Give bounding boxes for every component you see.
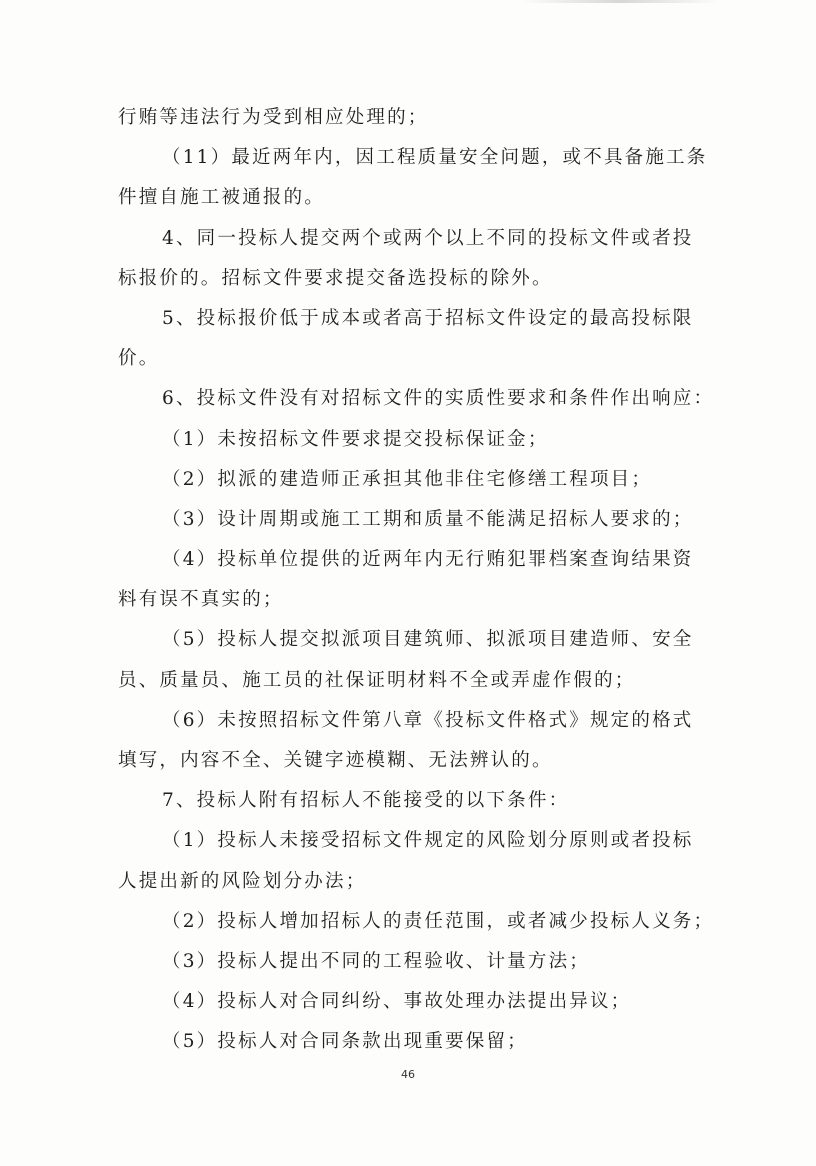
- text-line: （3）投标人提出不同的工程验收、计量方法；: [162, 950, 590, 972]
- text-line: 行贿等违法行为受到相应处理的；: [118, 107, 429, 128]
- text-line: （1）投标人未接受招标文件规定的风险划分原则或者投标: [162, 830, 694, 852]
- text-line: （3）设计周期或施工工期和质量不能满足招标人要求的；: [162, 508, 694, 530]
- text-line: （11）最近两年内，因工程质量安全问题，或不具备施工条: [162, 147, 708, 169]
- text-line: （1）未按招标文件要求提交投标保证金；: [162, 428, 549, 450]
- text-line: 人提出新的风险划分办法；: [118, 870, 367, 892]
- text-line: 7、投标人附有招标人不能接受的以下条件：: [162, 790, 570, 812]
- text-line: 价。: [118, 348, 160, 370]
- text-line: 标报价的。招标文件要求提交备选投标的除外。: [118, 267, 553, 289]
- text-line: （2）拟派的建造师正承担其他非住宅修缮工程项目；: [162, 468, 653, 490]
- scan-artifact: [520, 0, 720, 3]
- text-line: 6、投标文件没有对招标文件的实质性要求和条件作出响应：: [162, 388, 715, 410]
- text-line: 员、质量员、施工员的社保证明材料不全或弄虚作假的；: [118, 669, 636, 691]
- document-body: [118, 98, 715, 1063]
- text-line: （6）未按照招标文件第八章《投标文件格式》规定的格式: [162, 709, 694, 731]
- text-line: （5）投标人对合同条款出现重要保留；: [162, 1031, 528, 1053]
- text-line: （4）投标人对合同纠纷、事故处理办法提出异议；: [162, 991, 632, 1013]
- text-line: 件擅自施工被通报的。: [118, 187, 326, 209]
- text-line: 填写，内容不全、关键字迹模糊、无法辨认的。: [118, 750, 553, 771]
- text-line: （2）投标人增加招标人的责任范围，或者减少投标人义务；: [162, 910, 715, 932]
- text-line: （4）投标单位提供的近两年内无行贿犯罪档案查询结果资: [162, 549, 694, 571]
- text-line: （5）投标人提交拟派项目建筑师、拟派项目建造师、安全: [162, 629, 694, 651]
- text-line: 5、投标报价低于成本或者高于招标文件设定的最高投标限: [162, 307, 694, 329]
- page-number: 46: [401, 1068, 415, 1081]
- text-line: 料有误不真实的；: [118, 589, 284, 611]
- text-line: 4、同一投标人提交两个或两个以上不同的投标文件或者投: [162, 227, 694, 249]
